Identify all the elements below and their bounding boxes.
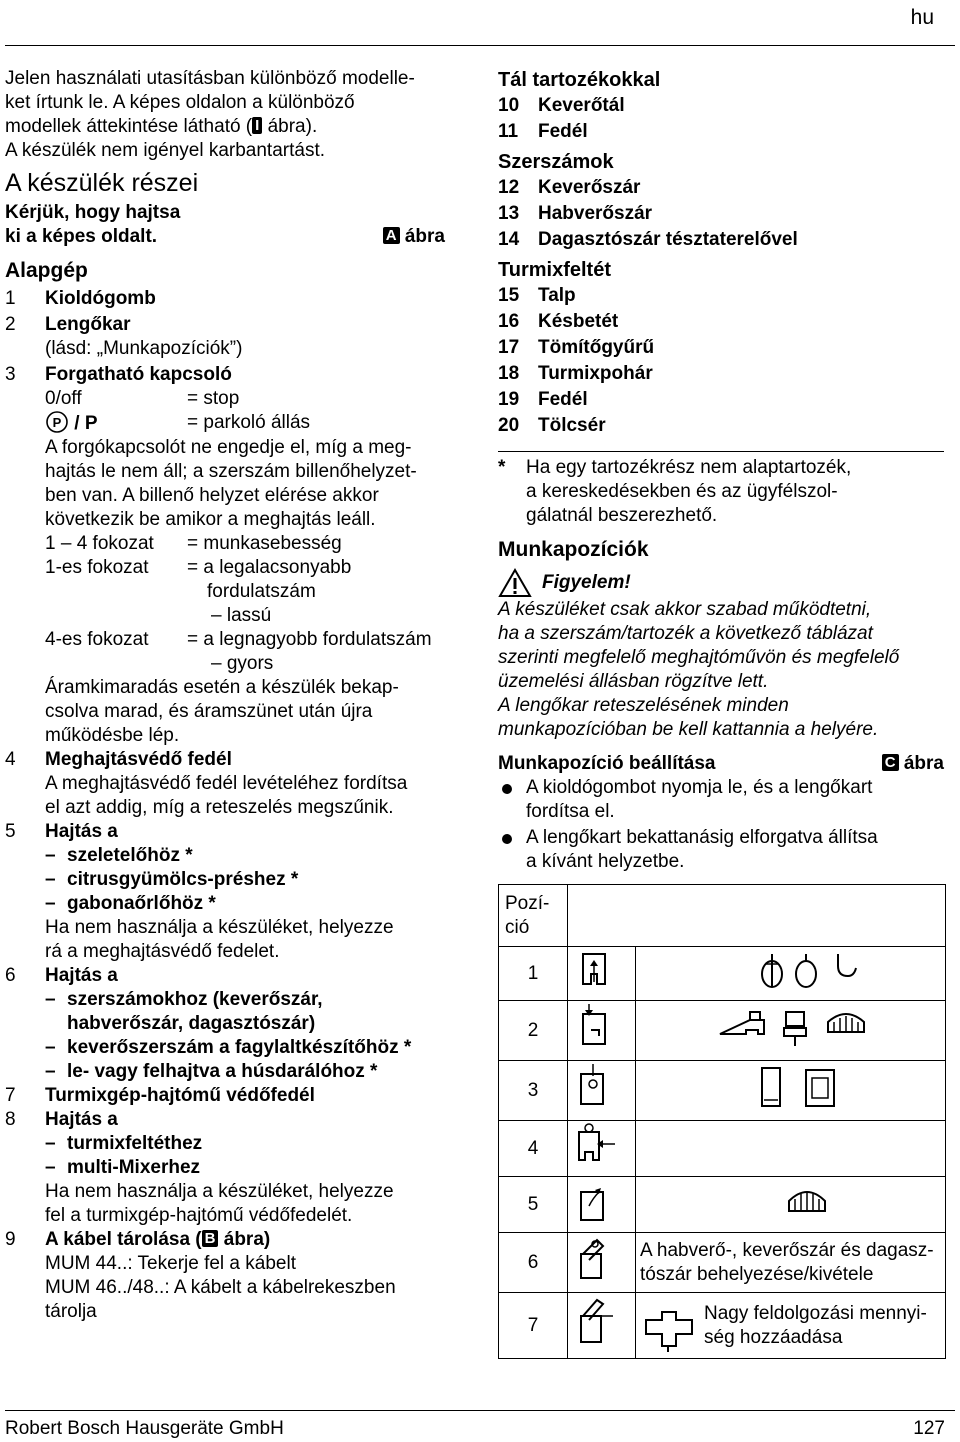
footer-company: Robert Bosch Hausgeräte GmbH <box>5 1418 284 1439</box>
bowl-heading: Tál tartozékokkal <box>498 69 661 91</box>
warning-title: Figyelem! <box>498 568 948 598</box>
footer-rule <box>5 1410 955 1411</box>
warning-text: A készüléket csak akkor szabad működtetni, ha a szerszám/tartozék a következő táblázat szerinti megfelelő meghajtóművön és megfelelő üzemelési állásban rögzítve lett. A lengőkar reteszelésének minden munkapozícióban be kell kattannia a helyére. <box>498 599 900 740</box>
tools-heading: Szerszámok <box>498 151 614 173</box>
position-number: 4 <box>499 1121 568 1177</box>
speed-row: 4-es fokozat = a legnagyobb fordulatszám <box>45 629 432 650</box>
list-item: 2 Lengőkar <box>5 314 131 335</box>
intro-line: ket írtunk le. A képes oldalon a különböző <box>5 92 355 113</box>
power-text: Áramkimaradás esetén a készülék bekap- <box>45 677 399 698</box>
left-column: Jelen használati utasításban különböző modelle- ket írtunk le. A képes oldalon a különböző modellek áttekintése látható ( I ábra). A készülék nem igényel karbantartást. A készülék részei Kérjük, hogy hajtsa ki a képes oldalt. A ábra Alapgép 1 Kioldógomb 2 Lengőkar (lásd: „Munkapozíciók”) 3 Forgatható kapcsoló 0/off = stop P / P = parkoló állás A forgókapcsolót ne engedje el, míg a meg- hajtás le nem áll; a szerszám billenőhelyzet- ben van. A billenő helyzet elérése akkor következik be amikor a meghajtás leáll. 1 – 4 fokozat = munkasebesség 1-es fokozat = a legalacsonyabb fordulatszám – lassú 4-es fokozat = a legnagyobb fordulatszám – gyors Áramkimaradás esetén a készülék bekap- csolva marad, és áramszünet után újra működésbe lép. 4 Meghajtásvédő fedél A meghajtásvédő fedél levételéhez fordítsa el azt addig, míg a reteszelés megszűnik. 5 Hajtás a – szeletelőhöz * – citrusgyümölcs-préshez * – gabonaőrlőhöz * Ha nem használja a készüléket, helyezze rá a meghajtásvédő fedelet. 6 Hajtás a – szerszámokhoz (keverőszár, habverőszár, dagasztószár) – keverőszerszám a fagylaltkészítőhöz * – le- vagy felhajtva a húsdarálóhoz * 7 Turmixgép-hajtómű védőfedél 8 Hajtás a – turmixfeltéthez – multi-Mixerhez Ha nem használja a készüléket, helyezze fel a turmixgép-hajtómű védőfedelét. 9 A kábel tárolása ( B ábra) MUM 44..: Tekerje fel a kábelt MUM 46../48..: A kábelt a kábelrekeszben tárolja <box>5 67 475 1324</box>
position-1-icon <box>568 947 636 1001</box>
position-table <box>498 884 946 1359</box>
blender-heading: Turmixfeltét <box>498 259 611 281</box>
position-6-text: A habverő-, keverőszár és dagasz- tószár behelyezése/kivétele <box>636 1233 946 1293</box>
list-item: 17 Tömítőgyűrű <box>498 337 655 358</box>
position-5-icon <box>568 1177 636 1233</box>
attachment-icons <box>636 1001 946 1061</box>
list-item: 8 Hajtás a <box>5 1109 118 1130</box>
list-item-text: MUM 44..: Tekerje fel a kábelt <box>45 1253 296 1274</box>
position-2-icon <box>568 1001 636 1061</box>
work-positions-heading: Munkapozíciók <box>498 538 649 561</box>
position-number: 3 <box>499 1061 568 1121</box>
power-text: csolva marad, és áramszünet után újra <box>45 701 373 722</box>
list-item-text: Ha nem használja a készüléket, helyezze <box>45 917 394 938</box>
intro-line: Jelen használati utasításban különböző modelle- <box>5 68 415 89</box>
position-7-icon <box>568 1293 636 1359</box>
list-item: 3 Forgatható kapcsoló <box>5 364 232 385</box>
large-quantity-icon <box>640 1298 700 1354</box>
list-item-text: rá a meghajtásvédő fedelet. <box>45 941 280 962</box>
bullet-item: A kioldógombot nyomja le, és a lengőkart fordítsa el. <box>498 776 948 824</box>
list-item: 20 Tölcsér <box>498 415 606 436</box>
switch-text: ben van. A billenő helyzet elérése akkor <box>45 485 379 506</box>
dash-item: – turmixfeltéthez <box>45 1133 203 1154</box>
list-item: 14 Dagasztószár tésztaterelővel <box>498 229 798 250</box>
list-item-text: fel a turmixgép-hajtómű védőfedelét. <box>45 1205 353 1226</box>
list-item: 18 Turmixpohár <box>498 363 653 384</box>
list-item-text: MUM 46../48..: A kábelt a kábelrekeszben <box>45 1277 396 1298</box>
dash-item: – citrusgyümölcs-préshez * <box>45 869 299 890</box>
dash-item: – szerszámokhoz (keverőszár, <box>45 989 323 1010</box>
position-3-icon <box>568 1061 636 1121</box>
header-rule <box>5 45 955 46</box>
list-item: 1 Kioldógomb <box>5 288 156 309</box>
list-item: 4 Meghajtásvédő fedél <box>5 749 232 770</box>
fold-note: Kérjük, hogy hajtsa <box>5 202 181 223</box>
figure-badge-b: B <box>202 1230 219 1247</box>
list-item: 7 Turmixgép-hajtómű védőfedél <box>5 1085 315 1106</box>
list-item-text: el azt addig, míg a reteszelés megszűnik. <box>45 797 394 818</box>
position-number: 6 <box>499 1233 568 1293</box>
dash-item: – le- vagy felhajtva a húsdarálóhoz * <box>45 1061 378 1082</box>
position-number: 5 <box>499 1177 568 1233</box>
position-header: Pozí- ció <box>499 885 568 947</box>
position-number: 2 <box>499 1001 568 1061</box>
set-position-heading: Munkapozíció beállítása C ábra <box>498 753 944 774</box>
fold-note-row: ki a képes oldalt. A ábra <box>5 226 445 247</box>
whisk-hook-icons <box>636 947 946 1001</box>
blender-icons <box>636 1061 946 1121</box>
list-item: 13 Habverőszár <box>498 203 653 224</box>
speed-row: 1-es fokozat = a legalacsonyabb <box>45 557 352 578</box>
switch-text: következik be amikor a meghajtás leáll. <box>45 509 376 530</box>
dash-item: – gabonaőrlőhöz * <box>45 893 216 914</box>
dash-item: – multi-Mixerhez <box>45 1157 201 1178</box>
dash-item: – keverőszerszám a fagylaltkészítőhöz * <box>45 1037 412 1058</box>
list-item: 15 Talp <box>498 285 576 306</box>
switch-text: A forgókapcsolót ne engedje el, míg a meg- <box>45 437 412 458</box>
position-number: 1 <box>499 947 568 1001</box>
speed-row: 1 – 4 fokozat = munkasebesség <box>45 533 342 554</box>
dash-item: – szeletelőhöz * <box>45 845 193 866</box>
list-item: 16 Késbetét <box>498 311 619 332</box>
list-item: 6 Hajtás a <box>5 965 118 986</box>
list-item-text: A meghajtásvédő fedél levételéhez fordítsa <box>45 773 408 794</box>
position-6-icon <box>568 1233 636 1293</box>
intro-line: modellek áttekintése látható ( I ábra). <box>5 116 318 137</box>
position-7-cell: Nagy feldolgozási mennyi- ség hozzáadása <box>636 1293 946 1359</box>
list-item: 12 Keverőszár <box>498 177 641 198</box>
position-number: 7 <box>499 1293 568 1359</box>
base-heading: Alapgép <box>5 259 88 282</box>
intro-line: A készülék nem igényel karbantartást. <box>5 140 326 161</box>
list-item: 10 Keverőtál <box>498 95 625 116</box>
list-item: 9 A kábel tárolása ( B ábra) <box>5 1229 271 1250</box>
list-item: 19 Fedél <box>498 389 588 410</box>
switch-row: 0/off = stop <box>45 388 240 409</box>
parking-icon <box>45 411 69 433</box>
power-text: működésbe lép. <box>45 725 180 746</box>
list-item-sub: (lásd: „Munkapozíciók”) <box>45 338 243 359</box>
figure-badge-i: I <box>252 117 262 134</box>
switch-row: P / P = parkoló állás <box>5 411 475 436</box>
parts-heading: A készülék részei <box>5 169 199 197</box>
multimixer-icon <box>636 1177 946 1233</box>
page-number: 127 <box>913 1418 945 1439</box>
svg-text:P: P <box>52 415 62 430</box>
figure-badge-c: C <box>882 754 899 771</box>
list-item-text: Ha nem használja a készüléket, helyezze <box>45 1181 394 1202</box>
position-4-icon <box>568 1121 636 1177</box>
list-item: 5 Hajtás a <box>5 821 118 842</box>
bullet-item: A lengőkart bekattanásig elforgatva állítsa a kívánt helyzetbe. <box>498 826 948 874</box>
language-code: hu <box>910 6 934 29</box>
right-column <box>498 67 948 1359</box>
figure-badge-a: A <box>383 227 400 244</box>
list-item-text: tárolja <box>45 1301 97 1322</box>
warning-icon <box>498 568 532 598</box>
accessory-note: * Ha egy tartozékrész nem alaptartozék, a kereskedésekben és az ügyfélszol- gálatnál beszerezhető. <box>498 451 944 528</box>
switch-text: hajtás le nem áll; a szerszám billenőhelyzet- <box>45 461 417 482</box>
list-item: 11 Fedél <box>498 121 588 142</box>
